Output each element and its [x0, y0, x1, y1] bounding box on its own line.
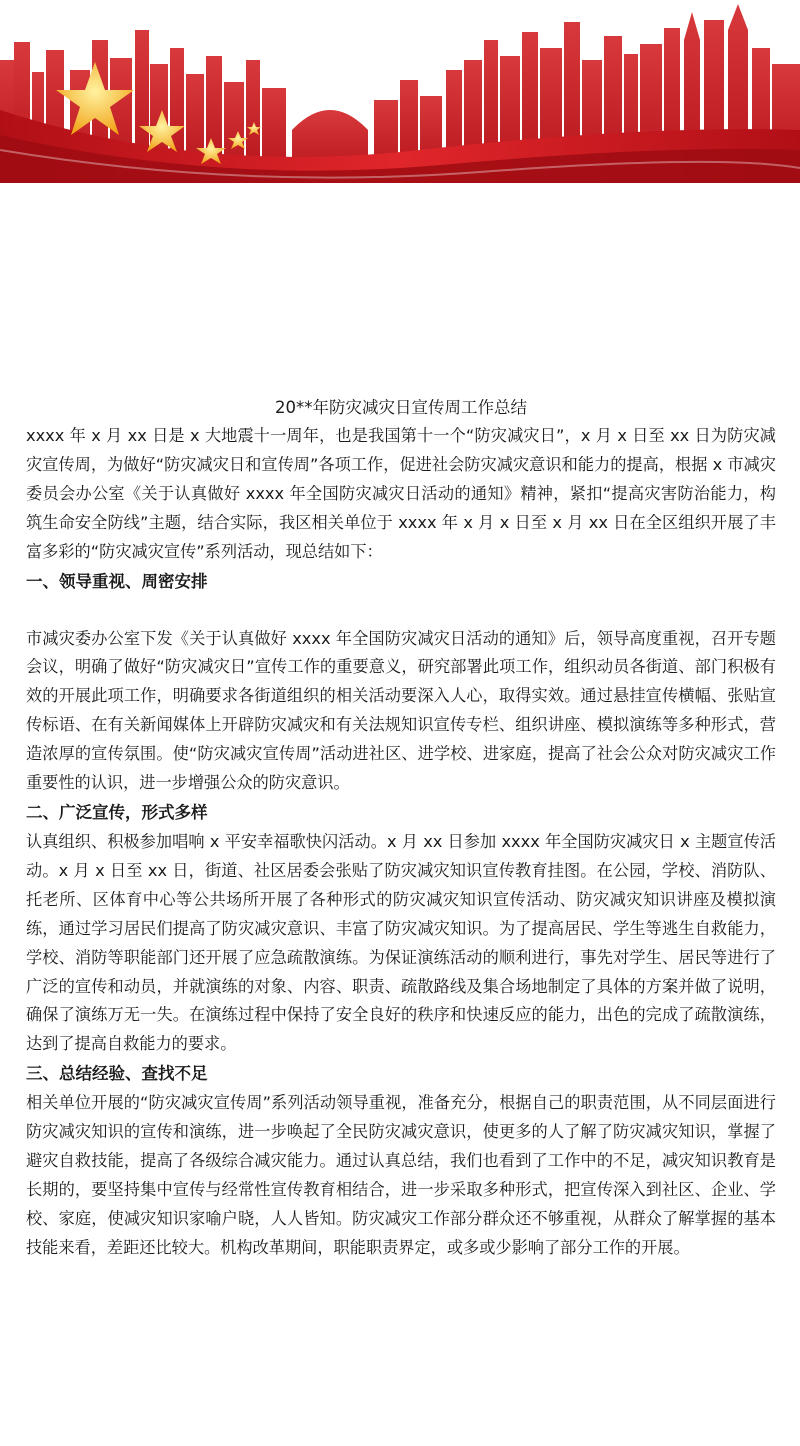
section-heading-2: 二、广泛宣传，形式多样 — [26, 802, 208, 822]
section-heading-3: 三、总结经验、查找不足 — [26, 1064, 208, 1084]
header-banner — [0, 0, 800, 190]
document-body — [26, 394, 776, 1263]
section-body-3: 相关单位开展的“防灾减灾宣传周”系列活动领导重视，准备充分，根据自己的职责范围，从不同层面进行防灾减灾知识的宣传和演练，进一步唤起了全民防灾减灾意识，使更多的人了解了防灾减灾知识，掌握了避灾自救技能，提高了各级综合减灾能力。通过认真总结，我们也看到了工作中的不足，减灾知识教育是长期的，要坚持集中宣传与经常性宣传教育相结合，进一步采取多种形式，把宣传深入到社区、企业、学校、家庭，使减灾知识家喻户晓，人人皆知。防灾减灾工作部分群众还不够重视，从群众了解掌握的基本技能来看，差距还比较大。机构改革期间，职能职责界定，或多或少影响了部分工作的开展。 — [26, 1093, 776, 1257]
city-skyline-banner — [0, 0, 800, 190]
section-body-1: 市减灾委办公室下发《关于认真做好 xxxx 年全国防灾减灾日活动的通知》后，领导高度重视，召开专题会议，明确了做好“防灾减灾日”宣传工作的重要意义，研究部署此项工作，组织动员各街道、部门积极有效的开展此项工作，明确要求各街道组织的相关活动要深入人心，取得实效。通过悬挂宣传横幅、张贴宣传标语、在有关新闻媒体上开辟防灾减灾和有关法规知识宣传专栏、组织讲座、模拟演练等多种形式，营造浓厚的宣传氛围。使“防灾减灾宣传周”活动进社区、进学校、进家庭，提高了社会公众对防灾减灾工作重要性的认识，进一步增强公众的防灾意识。 — [26, 628, 776, 793]
section-body-2: 认真组织、积极参加唱响 x 平安幸福歌快闪活动。x 月 xx 日参加 xxxx 年全国防灾减灾日 x 主题宣传活动。x 月 x 日至 xx 日，街道、社区居委会张贴了防灾减灾知识宣传教育挂图。在公园，学校、消防队、托老所、区体育中心等公共场所开展了各种形式的防灾减灾知识宣传活动、防灾减灾知识讲座及模拟演练，通过学习居民们提高了防灾减灾意识、丰富了防灾减灾知识。为了提高居民、学生等逃生自救能力，学校、消防等职能部门还开展了应急疏散演练。为保证演练活动的顺利进行，事先对学生、居民等进行了广泛的宣传和动员，并就演练的对象、内容、职责、疏散路线及集合场地制定了具体的方案并做了说明，确保了演练万无一失。在演练过程中保持了安全良好的秩序和快速反应的能力，出色的完成了疏散演练，达到了提高自救能力的要求。 — [26, 831, 776, 1054]
section-heading-1: 一、领导重视、周密安排 — [26, 571, 208, 591]
intro-paragraph: xxxx 年 x 月 xx 日是 x 大地震十一周年，也是我国第十一个“防灾减灾日”，x 月 x 日至 xx 日为防灾减灾宣传周，为做好“防灾减灾日和宣传周”各项工作，促进社会防灾减灾意识和能力的提高，根据 x 市减灾委员会办公室《关于认真做好 xxxx 年全国防灾减灾日活动的通知》精神，紧扣“提高灾害防治能力，构筑生命安全防线”主题，结合实际，我区相关单位于 xxxx 年 x 月 x 日至 x 月 xx 日在全区组织开展了丰富多彩的“防灾减灾宣传”系列活动，现总结如下： — [26, 426, 776, 561]
document-title: 20**年防灾减灾日宣传周工作总结 — [275, 398, 527, 417]
